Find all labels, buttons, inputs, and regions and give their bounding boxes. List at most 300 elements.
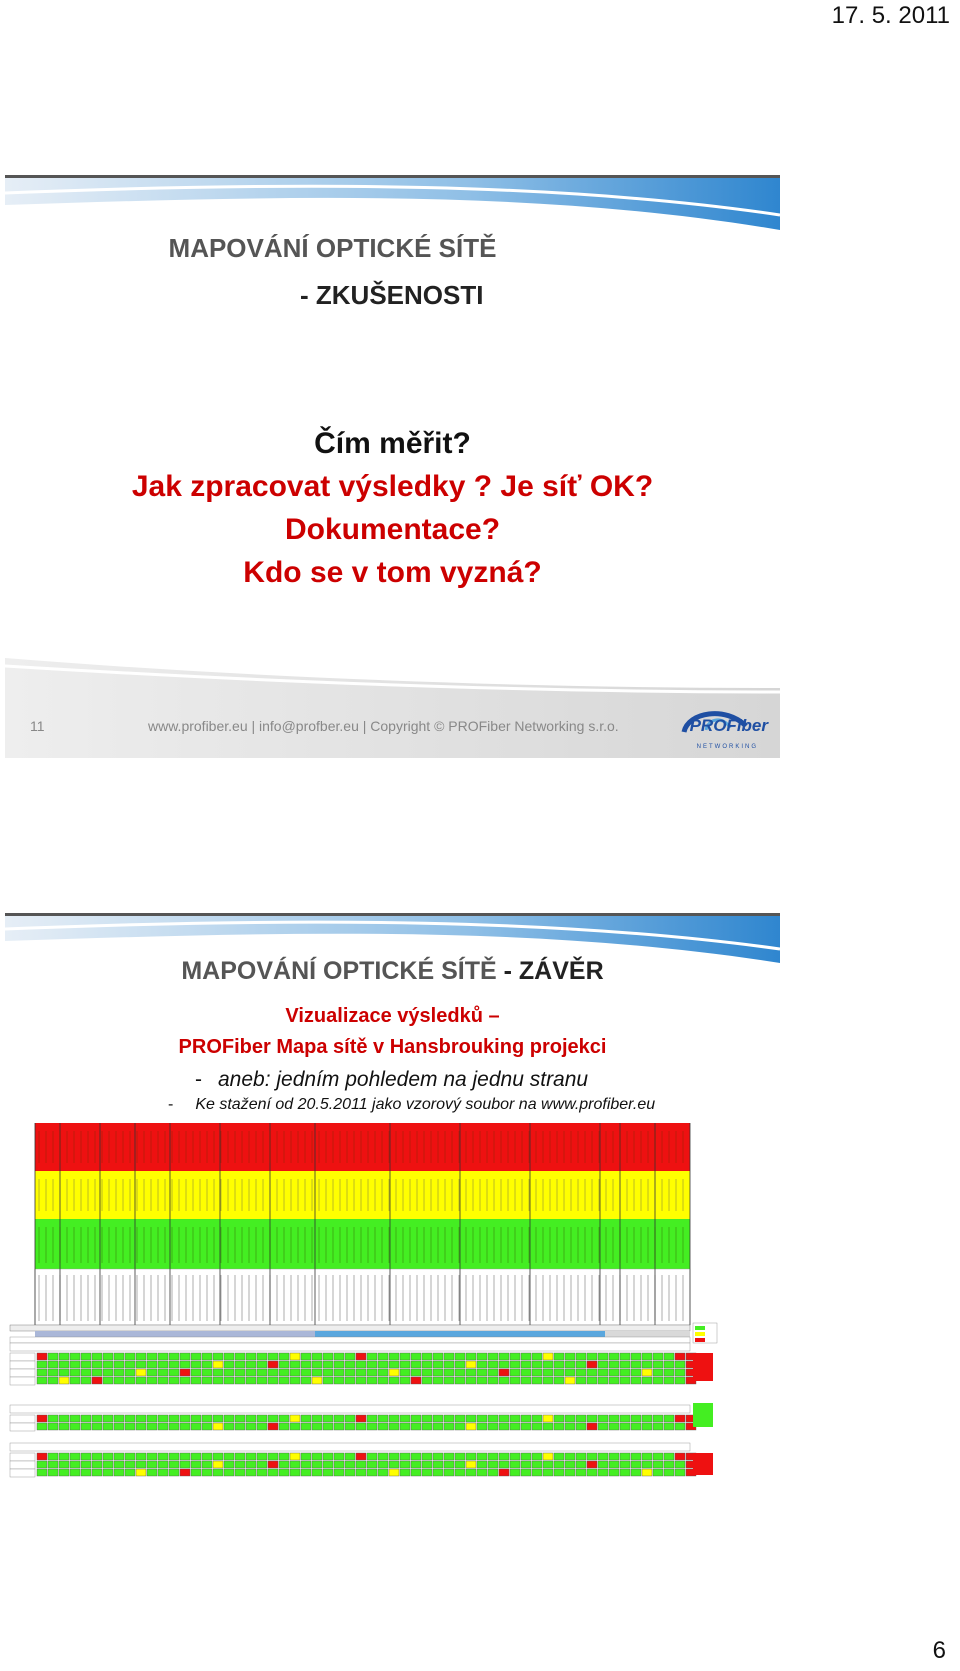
- cell: [477, 1453, 487, 1460]
- cell: [411, 1369, 421, 1376]
- cell: [48, 1369, 58, 1376]
- cell: [125, 1377, 135, 1384]
- cell: [125, 1453, 135, 1460]
- cell: [323, 1461, 333, 1468]
- cell: [378, 1469, 388, 1476]
- legend-warn: [695, 1332, 705, 1336]
- cell: [103, 1423, 113, 1430]
- cell: [554, 1361, 564, 1368]
- cell: [81, 1469, 91, 1476]
- legend-fail: [695, 1338, 705, 1342]
- cell: [191, 1423, 201, 1430]
- cell: [433, 1461, 443, 1468]
- cell: [675, 1423, 685, 1430]
- cell: [301, 1415, 311, 1422]
- cell: [598, 1361, 608, 1368]
- cell: [444, 1369, 454, 1376]
- cell: [631, 1377, 641, 1384]
- cell: [290, 1361, 300, 1368]
- cell: [433, 1415, 443, 1422]
- row-label: [10, 1469, 35, 1477]
- cell: [334, 1415, 344, 1422]
- cell: [620, 1415, 630, 1422]
- cell: [378, 1415, 388, 1422]
- logo-tagline: NETWORKING: [696, 744, 758, 750]
- cell: [378, 1461, 388, 1468]
- cell: [598, 1423, 608, 1430]
- cell: [367, 1361, 377, 1368]
- cell: [422, 1423, 432, 1430]
- cell: [389, 1361, 399, 1368]
- cell: [653, 1361, 663, 1368]
- cell: [180, 1453, 190, 1460]
- cell: [301, 1423, 311, 1430]
- cell: [257, 1369, 267, 1376]
- cell: [576, 1423, 586, 1430]
- cell: [37, 1377, 47, 1384]
- cell: [312, 1469, 322, 1476]
- cell: [532, 1469, 542, 1476]
- cell: [180, 1415, 190, 1422]
- cell: [532, 1423, 542, 1430]
- cell: [642, 1377, 652, 1384]
- cell: [202, 1361, 212, 1368]
- cell: [675, 1361, 685, 1368]
- cell: [521, 1369, 531, 1376]
- cell: [169, 1377, 179, 1384]
- status-fail: [693, 1353, 713, 1381]
- cell: [609, 1461, 619, 1468]
- cell: [389, 1377, 399, 1384]
- cell: [400, 1369, 410, 1376]
- cell: [48, 1423, 58, 1430]
- cell: [180, 1423, 190, 1430]
- cell: [345, 1353, 355, 1360]
- cell: [345, 1369, 355, 1376]
- cell: [356, 1369, 366, 1376]
- cell: [675, 1377, 685, 1384]
- cell: [488, 1377, 498, 1384]
- cell: [631, 1469, 641, 1476]
- cell: [389, 1353, 399, 1360]
- cell: [565, 1369, 575, 1376]
- cell: [620, 1453, 630, 1460]
- slide-12: [5, 913, 780, 1503]
- cell: [81, 1423, 91, 1430]
- cell: [213, 1353, 223, 1360]
- cell: [664, 1353, 674, 1360]
- cell: [59, 1415, 69, 1422]
- cell: [224, 1415, 234, 1422]
- cell: [653, 1377, 663, 1384]
- cell: [59, 1469, 69, 1476]
- cell: [400, 1361, 410, 1368]
- cell: [664, 1453, 674, 1460]
- cell: [477, 1369, 487, 1376]
- cell: [92, 1461, 102, 1468]
- cell: [323, 1361, 333, 1368]
- cell: [70, 1369, 80, 1376]
- cell: [334, 1361, 344, 1368]
- cell: [158, 1423, 168, 1430]
- cell: [323, 1369, 333, 1376]
- cell: [158, 1369, 168, 1376]
- cell: [576, 1415, 586, 1422]
- cell: [488, 1469, 498, 1476]
- cell: [620, 1469, 630, 1476]
- cell: [653, 1415, 663, 1422]
- cell: [125, 1361, 135, 1368]
- cell: [521, 1377, 531, 1384]
- cell: [620, 1461, 630, 1468]
- cell: [532, 1361, 542, 1368]
- cell: [367, 1369, 377, 1376]
- cell: [312, 1353, 322, 1360]
- cell: [565, 1461, 575, 1468]
- cell: [631, 1415, 641, 1422]
- page-number: 6: [932, 1637, 946, 1664]
- cell: [521, 1461, 531, 1468]
- cell: [312, 1361, 322, 1368]
- cell: [653, 1469, 663, 1476]
- cell: [235, 1415, 245, 1422]
- cell: [268, 1415, 278, 1422]
- cell: [191, 1461, 201, 1468]
- cell: [235, 1453, 245, 1460]
- label-band: [35, 1269, 690, 1325]
- cell: [488, 1353, 498, 1360]
- cell: [246, 1469, 256, 1476]
- cell: [37, 1361, 47, 1368]
- cell: [213, 1423, 223, 1430]
- cell: [202, 1369, 212, 1376]
- number-row: [10, 1337, 690, 1343]
- cell: [323, 1353, 333, 1360]
- cell: [213, 1461, 223, 1468]
- cell: [345, 1361, 355, 1368]
- header-row: [10, 1325, 690, 1331]
- cell: [587, 1361, 597, 1368]
- cell: [378, 1361, 388, 1368]
- cell: [620, 1369, 630, 1376]
- status-fail: [693, 1453, 713, 1475]
- cell: [246, 1353, 256, 1360]
- cell: [147, 1469, 157, 1476]
- cell: [103, 1369, 113, 1376]
- cell: [323, 1423, 333, 1430]
- cell: [521, 1353, 531, 1360]
- cell: [510, 1453, 520, 1460]
- cell: [279, 1369, 289, 1376]
- cell: [136, 1369, 146, 1376]
- cell: [37, 1353, 47, 1360]
- cell: [334, 1369, 344, 1376]
- cell: [400, 1415, 410, 1422]
- cell: [48, 1469, 58, 1476]
- cell: [114, 1377, 124, 1384]
- cell: [290, 1377, 300, 1384]
- cell: [180, 1469, 190, 1476]
- cell: [609, 1415, 619, 1422]
- cell: [202, 1461, 212, 1468]
- cell: [499, 1461, 509, 1468]
- cell: [224, 1469, 234, 1476]
- cell: [565, 1415, 575, 1422]
- cell: [257, 1453, 267, 1460]
- cell: [158, 1469, 168, 1476]
- cell: [367, 1353, 377, 1360]
- cell: [466, 1377, 476, 1384]
- cell: [180, 1353, 190, 1360]
- cell: [169, 1469, 179, 1476]
- cell: [664, 1369, 674, 1376]
- cell: [114, 1469, 124, 1476]
- cell: [631, 1369, 641, 1376]
- cell: [433, 1353, 443, 1360]
- cell: [422, 1461, 432, 1468]
- map-heading: PROFiber Mapa sítě v Hansbrouking projekci: [178, 1036, 607, 1058]
- cell: [147, 1353, 157, 1360]
- cell: [587, 1469, 597, 1476]
- cell: [136, 1469, 146, 1476]
- cell: [180, 1377, 190, 1384]
- cell: [136, 1415, 146, 1422]
- footer-swoosh: [5, 658, 780, 758]
- cell: [290, 1461, 300, 1468]
- cell: [59, 1353, 69, 1360]
- cell: [191, 1369, 201, 1376]
- cell: [191, 1453, 201, 1460]
- cell: [158, 1377, 168, 1384]
- cell: [224, 1423, 234, 1430]
- cell: [422, 1377, 432, 1384]
- cell: [48, 1361, 58, 1368]
- cell: [224, 1453, 234, 1460]
- cell: [268, 1469, 278, 1476]
- cell: [400, 1453, 410, 1460]
- cell: [466, 1369, 476, 1376]
- cell: [411, 1415, 421, 1422]
- cell: [268, 1353, 278, 1360]
- cell: [609, 1361, 619, 1368]
- cell: [356, 1461, 366, 1468]
- threshold-band-yellow: [35, 1171, 690, 1219]
- cell: [598, 1469, 608, 1476]
- row-label: [10, 1369, 35, 1377]
- cell: [158, 1353, 168, 1360]
- cell: [268, 1377, 278, 1384]
- cell: [455, 1369, 465, 1376]
- bullet-one-page: - aneb: jedním pohledem na jednu stranu: [195, 1068, 589, 1091]
- cell: [158, 1361, 168, 1368]
- cell: [301, 1353, 311, 1360]
- row-label: [10, 1353, 35, 1361]
- cell: [543, 1369, 553, 1376]
- cell: [268, 1461, 278, 1468]
- cell: [422, 1469, 432, 1476]
- cell: [279, 1453, 289, 1460]
- cell: [356, 1415, 366, 1422]
- cell: [301, 1369, 311, 1376]
- cell: [334, 1461, 344, 1468]
- cell: [246, 1415, 256, 1422]
- cell: [466, 1423, 476, 1430]
- cell: [532, 1415, 542, 1422]
- cell: [301, 1453, 311, 1460]
- cell: [59, 1361, 69, 1368]
- cell: [642, 1353, 652, 1360]
- cell: [554, 1353, 564, 1360]
- cell: [433, 1369, 443, 1376]
- cell: [103, 1469, 113, 1476]
- cell: [103, 1461, 113, 1468]
- section-header: [35, 1331, 315, 1337]
- print-date: 17. 5. 2011: [831, 2, 950, 29]
- cell: [279, 1469, 289, 1476]
- cell: [213, 1369, 223, 1376]
- cell: [202, 1453, 212, 1460]
- cell: [312, 1369, 322, 1376]
- cell: [279, 1353, 289, 1360]
- cell: [257, 1353, 267, 1360]
- cell: [323, 1377, 333, 1384]
- cell: [444, 1353, 454, 1360]
- slide-subtitle: - ZKUŠENOSTI: [300, 280, 484, 310]
- cell: [235, 1377, 245, 1384]
- cell: [576, 1461, 586, 1468]
- cell: [532, 1453, 542, 1460]
- cell: [675, 1469, 685, 1476]
- cell: [191, 1415, 201, 1422]
- cell: [279, 1377, 289, 1384]
- cell: [367, 1377, 377, 1384]
- cell: [103, 1377, 113, 1384]
- cell: [246, 1461, 256, 1468]
- cell: [576, 1377, 586, 1384]
- cell: [389, 1469, 399, 1476]
- cell: [257, 1415, 267, 1422]
- cell: [356, 1361, 366, 1368]
- cell: [642, 1453, 652, 1460]
- cell: [587, 1453, 597, 1460]
- cell: [664, 1377, 674, 1384]
- cell: [312, 1453, 322, 1460]
- cell: [576, 1361, 586, 1368]
- cell: [510, 1377, 520, 1384]
- cell: [345, 1453, 355, 1460]
- cell: [334, 1469, 344, 1476]
- cell: [147, 1423, 157, 1430]
- cell: [345, 1461, 355, 1468]
- cell: [400, 1469, 410, 1476]
- cell: [213, 1377, 223, 1384]
- cell: [587, 1415, 597, 1422]
- cell: [477, 1353, 487, 1360]
- cell: [345, 1423, 355, 1430]
- cell: [554, 1453, 564, 1460]
- slide-footer: [5, 712, 780, 742]
- cell: [70, 1461, 80, 1468]
- cell: [642, 1361, 652, 1368]
- cell: [312, 1423, 322, 1430]
- question-results: Jak zpracovat výsledky ? Je síť OK?: [131, 470, 654, 503]
- threshold-band-red: [35, 1123, 690, 1171]
- cell: [92, 1369, 102, 1376]
- cell: [312, 1461, 322, 1468]
- cell: [114, 1369, 124, 1376]
- cell: [598, 1369, 608, 1376]
- cell: [345, 1469, 355, 1476]
- cell: [499, 1415, 509, 1422]
- cell: [499, 1423, 509, 1430]
- cell: [576, 1469, 586, 1476]
- cell: [136, 1353, 146, 1360]
- cell: [48, 1353, 58, 1360]
- cell: [158, 1453, 168, 1460]
- cell: [191, 1377, 201, 1384]
- cell: [598, 1353, 608, 1360]
- cell: [147, 1377, 157, 1384]
- cell: [598, 1415, 608, 1422]
- cell: [224, 1369, 234, 1376]
- cell: [92, 1453, 102, 1460]
- cell: [488, 1361, 498, 1368]
- cell: [147, 1453, 157, 1460]
- cell: [554, 1461, 564, 1468]
- cell: [576, 1369, 586, 1376]
- cell: [334, 1377, 344, 1384]
- cell: [356, 1469, 366, 1476]
- cell: [609, 1377, 619, 1384]
- cell: [543, 1469, 553, 1476]
- cell: [587, 1377, 597, 1384]
- cell: [356, 1423, 366, 1430]
- cell: [521, 1361, 531, 1368]
- cell: [81, 1361, 91, 1368]
- cell: [81, 1453, 91, 1460]
- cell: [642, 1369, 652, 1376]
- cell: [521, 1469, 531, 1476]
- cell: [114, 1423, 124, 1430]
- cell: [191, 1353, 201, 1360]
- cell: [444, 1361, 454, 1368]
- cell: [323, 1469, 333, 1476]
- cell: [389, 1453, 399, 1460]
- cell: [180, 1369, 190, 1376]
- cell: [664, 1461, 674, 1468]
- cell: [180, 1361, 190, 1368]
- cell: [301, 1361, 311, 1368]
- cell: [224, 1461, 234, 1468]
- cell: [202, 1423, 212, 1430]
- cell: [675, 1461, 685, 1468]
- cell: [455, 1469, 465, 1476]
- cell: [81, 1369, 91, 1376]
- cell: [444, 1469, 454, 1476]
- section-header: [315, 1331, 605, 1337]
- cell: [312, 1377, 322, 1384]
- section-header: [605, 1331, 690, 1337]
- cell: [81, 1377, 91, 1384]
- cell: [554, 1369, 564, 1376]
- cell: [598, 1377, 608, 1384]
- cell: [92, 1469, 102, 1476]
- cell: [37, 1461, 47, 1468]
- cell: [510, 1469, 520, 1476]
- cell: [411, 1353, 421, 1360]
- cell: [125, 1353, 135, 1360]
- cell: [180, 1461, 190, 1468]
